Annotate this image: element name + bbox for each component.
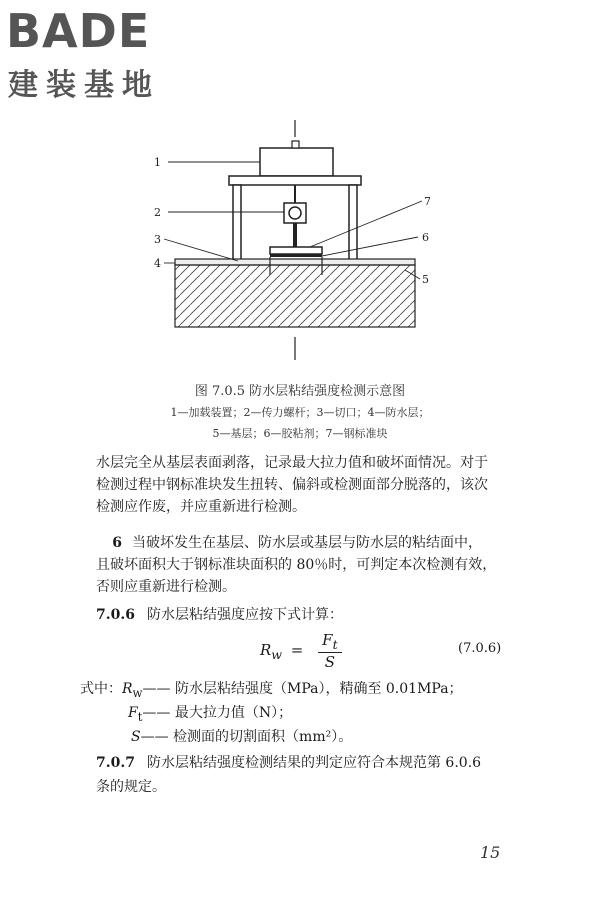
formula-denominator: S bbox=[324, 653, 335, 671]
formula-lhs: R bbox=[260, 641, 272, 659]
diagram-svg bbox=[150, 115, 440, 365]
symbol-f-sub: t bbox=[137, 709, 143, 724]
brand-logo bbox=[6, 4, 206, 104]
figure-legend-line-2: 5—基层；6—胶粘剂；7—钢标准块 bbox=[212, 427, 388, 440]
where-line-f bbox=[128, 702, 292, 724]
numerator-sub: t bbox=[332, 637, 338, 652]
formula-equals: = bbox=[290, 641, 304, 659]
clause-7-0-6 bbox=[96, 604, 526, 624]
where-line-s bbox=[131, 726, 352, 746]
item-6-text: 当破坏发生在基层、防水层或基层与防水层的粘结面中， bbox=[132, 535, 482, 551]
text-line: 检测应作废，并应重新进行检测。 bbox=[96, 499, 306, 515]
leader-6 bbox=[322, 237, 418, 256]
waterproof-layer bbox=[175, 259, 415, 265]
text-line bbox=[96, 532, 526, 554]
figure-legend-line-1: 1—加载装置；2—传力螺杆；3—切口；4—防水层； bbox=[170, 406, 430, 419]
formula-lhs-sub: w bbox=[271, 647, 282, 662]
leader-3 bbox=[164, 239, 238, 261]
adhesive-layer bbox=[270, 254, 322, 257]
item-6-number: 6 bbox=[112, 535, 122, 551]
loading-device-knob bbox=[292, 141, 299, 148]
clause-7-0-7 bbox=[96, 752, 526, 796]
symbol-s: S bbox=[131, 729, 141, 745]
item-6-paragraph bbox=[96, 532, 526, 598]
text-line: 且破坏面积大于钢标准块面积的 80％时，可判定本次检测有效， bbox=[96, 557, 497, 573]
symbol-r-desc: —— 防水层粘结强度（MPa），精确至 0.01MPa； bbox=[142, 681, 463, 697]
brand-wordmark: BADE bbox=[6, 4, 151, 58]
where-line-r bbox=[80, 678, 463, 700]
text-line: 条的规定。 bbox=[96, 779, 166, 795]
formula-fraction bbox=[318, 631, 341, 671]
page-number: 15 bbox=[480, 843, 501, 862]
symbol-f: F bbox=[128, 705, 138, 721]
screw-rod-lower bbox=[293, 223, 297, 247]
clause-text: 防水层粘结强度应按下式计算： bbox=[146, 607, 343, 623]
label-4: 4 bbox=[154, 257, 161, 270]
symbol-s-desc: —— 检测面的切割面积（mm²）。 bbox=[140, 729, 353, 745]
equation-number: (7.0.6) bbox=[458, 641, 502, 656]
text-line: 检测过程中钢标准块发生扭转、偏斜或检测面部分脱落的，该次 bbox=[96, 477, 488, 493]
symbol-r: R bbox=[122, 681, 133, 697]
label-5: 5 bbox=[422, 273, 429, 286]
formula bbox=[260, 631, 342, 671]
clause-number: 7.0.7 bbox=[96, 755, 135, 771]
symbol-r-sub: w bbox=[132, 685, 143, 700]
symbol-f-desc: —— 最大拉力值（N）； bbox=[142, 705, 293, 721]
loading-device-box bbox=[260, 148, 333, 176]
label-2: 2 bbox=[154, 206, 161, 219]
label-1: 1 bbox=[154, 156, 161, 169]
formula-numerator bbox=[318, 631, 341, 653]
label-7: 7 bbox=[424, 195, 431, 208]
brand-chinese-name: 建装基地 bbox=[8, 68, 160, 103]
frame-leg-right bbox=[349, 185, 357, 260]
steel-standard-block bbox=[270, 247, 322, 254]
paragraph-continuation bbox=[96, 452, 526, 518]
where-prefix: 式中： bbox=[80, 681, 122, 697]
text-line bbox=[96, 752, 526, 772]
label-6: 6 bbox=[422, 231, 429, 244]
clause-number: 7.0.6 bbox=[96, 607, 135, 623]
bond-strength-test-diagram bbox=[150, 115, 440, 365]
numerator-symbol: F bbox=[322, 631, 333, 649]
base-layer bbox=[175, 265, 415, 327]
leader-7 bbox=[310, 201, 422, 247]
text-line: 否则应重新进行检测。 bbox=[96, 579, 236, 595]
figure-caption-title: 图 7.0.5 防水层粘结强度检测示意图 bbox=[194, 384, 406, 399]
screw-joint bbox=[289, 207, 301, 219]
label-3: 3 bbox=[154, 233, 161, 246]
frame-crossbar bbox=[229, 176, 361, 185]
text-line: 水层完全从基层表面剥落，记录最大拉力值和破坏面情况。对于 bbox=[96, 455, 488, 471]
clause-text: 防水层粘结强度检测结果的判定应符合本规范第 6.0.6 bbox=[146, 755, 482, 771]
frame-leg-left bbox=[233, 185, 241, 260]
